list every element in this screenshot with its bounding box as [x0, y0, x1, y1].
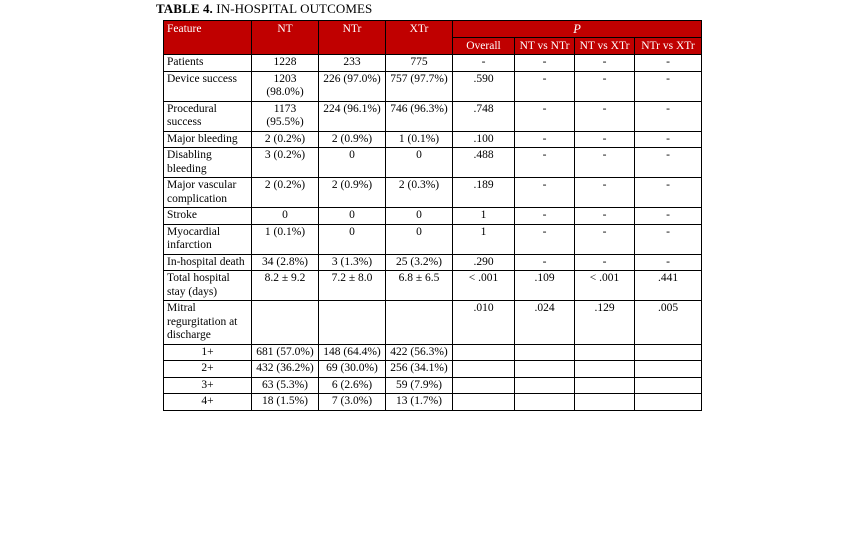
cell-nt: 2 (0.2%)	[252, 131, 319, 148]
cell-nt-vs-xtr: -	[575, 71, 635, 101]
cell-nt: 63 (5.3%)	[252, 377, 319, 394]
cell-ntr: 224 (96.1%)	[319, 101, 386, 131]
cell-overall	[453, 377, 515, 394]
cell-ntr: 0	[319, 224, 386, 254]
table-row	[164, 71, 702, 101]
cell-overall: .590	[453, 71, 515, 101]
cell-ntr: 0	[319, 208, 386, 225]
cell-ntr: 6 (2.6%)	[319, 377, 386, 394]
cell-nt-vs-xtr: -	[575, 208, 635, 225]
column-header-feature: Feature	[164, 21, 252, 55]
table-header	[164, 21, 702, 55]
cell-ntr: 226 (97.0%)	[319, 71, 386, 101]
cell-ntr-vs-xtr	[635, 377, 702, 394]
column-header-xtr: XTr	[386, 21, 453, 55]
cell-ntr-vs-xtr: -	[635, 224, 702, 254]
column-header-nt: NT	[252, 21, 319, 55]
cell-ntr: 7.2 ± 8.0	[319, 271, 386, 301]
cell-nt-vs-ntr: -	[515, 71, 575, 101]
cell-overall	[453, 361, 515, 378]
cell-nt-vs-ntr: -	[515, 208, 575, 225]
cell-nt-vs-xtr: -	[575, 224, 635, 254]
table-row	[164, 101, 702, 131]
cell-ntr-vs-xtr: -	[635, 178, 702, 208]
cell-ntr: 3 (1.3%)	[319, 254, 386, 271]
cell-nt: 1228	[252, 55, 319, 72]
cell-xtr: 0	[386, 224, 453, 254]
cell-ntr: 7 (3.0%)	[319, 394, 386, 411]
cell-xtr: 775	[386, 55, 453, 72]
cell-ntr	[319, 301, 386, 345]
cell-xtr: 757 (97.7%)	[386, 71, 453, 101]
table-row	[164, 131, 702, 148]
row-label: Major bleeding	[164, 131, 252, 148]
table-row	[164, 394, 702, 411]
cell-nt-vs-xtr: .129	[575, 301, 635, 345]
cell-ntr: 2 (0.9%)	[319, 131, 386, 148]
cell-nt: 681 (57.0%)	[252, 344, 319, 361]
cell-nt-vs-ntr: -	[515, 55, 575, 72]
cell-ntr-vs-xtr: -	[635, 131, 702, 148]
cell-nt-vs-xtr: -	[575, 55, 635, 72]
cell-xtr: 0	[386, 208, 453, 225]
cell-xtr: 2 (0.3%)	[386, 178, 453, 208]
table-row	[164, 361, 702, 378]
table-container	[163, 20, 701, 411]
cell-nt-vs-xtr	[575, 377, 635, 394]
cell-nt: 3 (0.2%)	[252, 148, 319, 178]
row-label: Disabling bleeding	[164, 148, 252, 178]
cell-xtr: 256 (34.1%)	[386, 361, 453, 378]
cell-nt-vs-ntr	[515, 394, 575, 411]
cell-overall: < .001	[453, 271, 515, 301]
row-label: Stroke	[164, 208, 252, 225]
cell-nt-vs-xtr	[575, 361, 635, 378]
cell-overall: 1	[453, 208, 515, 225]
cell-nt-vs-xtr: -	[575, 178, 635, 208]
cell-nt: 0	[252, 208, 319, 225]
cell-ntr-vs-xtr: -	[635, 55, 702, 72]
cell-ntr: 0	[319, 148, 386, 178]
cell-nt-vs-xtr: -	[575, 254, 635, 271]
row-label: Procedural success	[164, 101, 252, 131]
table-header-row-primary	[164, 21, 702, 38]
table-body	[164, 55, 702, 411]
table-row	[164, 254, 702, 271]
cell-ntr-vs-xtr	[635, 394, 702, 411]
row-label: 3+	[164, 377, 252, 394]
in-hospital-outcomes-table	[163, 20, 702, 411]
cell-xtr: 0	[386, 148, 453, 178]
cell-ntr-vs-xtr: -	[635, 208, 702, 225]
column-header-overall: Overall	[453, 38, 515, 55]
cell-nt-vs-ntr: .024	[515, 301, 575, 345]
cell-nt-vs-ntr: -	[515, 224, 575, 254]
cell-nt-vs-xtr	[575, 394, 635, 411]
cell-nt: 18 (1.5%)	[252, 394, 319, 411]
cell-nt: 34 (2.8%)	[252, 254, 319, 271]
row-label: 1+	[164, 344, 252, 361]
cell-overall: .290	[453, 254, 515, 271]
table-caption-text: IN-HOSPITAL OUTCOMES	[212, 1, 373, 16]
table-row	[164, 55, 702, 72]
cell-xtr: 746 (96.3%)	[386, 101, 453, 131]
cell-nt-vs-ntr: -	[515, 101, 575, 131]
row-label: In-hospital death	[164, 254, 252, 271]
cell-xtr: 6.8 ± 6.5	[386, 271, 453, 301]
column-header-ntr: NTr	[319, 21, 386, 55]
cell-xtr: 422 (56.3%)	[386, 344, 453, 361]
cell-ntr-vs-xtr: .005	[635, 301, 702, 345]
cell-overall: 1	[453, 224, 515, 254]
cell-nt: 432 (36.2%)	[252, 361, 319, 378]
cell-overall: -	[453, 55, 515, 72]
row-label: 4+	[164, 394, 252, 411]
table-row	[164, 148, 702, 178]
cell-nt: 1173 (95.5%)	[252, 101, 319, 131]
column-header-nt-vs-ntr: NT vs NTr	[515, 38, 575, 55]
cell-ntr-vs-xtr: -	[635, 71, 702, 101]
cell-nt-vs-xtr: -	[575, 101, 635, 131]
cell-nt-vs-ntr: -	[515, 131, 575, 148]
cell-overall	[453, 394, 515, 411]
table-row	[164, 224, 702, 254]
cell-overall: .100	[453, 131, 515, 148]
table-caption	[156, 1, 372, 17]
row-label: Device success	[164, 71, 252, 101]
table-row	[164, 178, 702, 208]
table-row	[164, 271, 702, 301]
cell-overall	[453, 344, 515, 361]
table-caption-label: TABLE 4.	[156, 1, 213, 16]
column-header-nt-vs-xtr: NT vs XTr	[575, 38, 635, 55]
cell-nt-vs-ntr: -	[515, 148, 575, 178]
cell-nt: 1 (0.1%)	[252, 224, 319, 254]
cell-nt-vs-ntr: -	[515, 178, 575, 208]
cell-xtr: 59 (7.9%)	[386, 377, 453, 394]
cell-overall: .488	[453, 148, 515, 178]
cell-nt-vs-xtr: -	[575, 131, 635, 148]
cell-nt	[252, 301, 319, 345]
cell-ntr: 2 (0.9%)	[319, 178, 386, 208]
cell-overall: .010	[453, 301, 515, 345]
row-label: Myocardial infarction	[164, 224, 252, 254]
cell-ntr-vs-xtr: -	[635, 101, 702, 131]
cell-ntr-vs-xtr	[635, 344, 702, 361]
cell-xtr: 1 (0.1%)	[386, 131, 453, 148]
cell-nt-vs-ntr: .109	[515, 271, 575, 301]
cell-ntr-vs-xtr: -	[635, 148, 702, 178]
cell-ntr: 69 (30.0%)	[319, 361, 386, 378]
cell-xtr: 13 (1.7%)	[386, 394, 453, 411]
cell-ntr: 233	[319, 55, 386, 72]
table-row	[164, 208, 702, 225]
row-label: Mitral regurgitation at discharge	[164, 301, 252, 345]
cell-nt-vs-ntr	[515, 377, 575, 394]
row-label: Major vascular complication	[164, 178, 252, 208]
table-row	[164, 344, 702, 361]
cell-nt-vs-ntr	[515, 361, 575, 378]
cell-nt-vs-ntr: -	[515, 254, 575, 271]
table-row	[164, 377, 702, 394]
cell-ntr-vs-xtr	[635, 361, 702, 378]
cell-xtr: 25 (3.2%)	[386, 254, 453, 271]
row-label: Total hospital stay (days)	[164, 271, 252, 301]
cell-nt-vs-ntr	[515, 344, 575, 361]
row-label: 2+	[164, 361, 252, 378]
cell-ntr-vs-xtr: .441	[635, 271, 702, 301]
cell-xtr	[386, 301, 453, 345]
cell-overall: .748	[453, 101, 515, 131]
cell-nt-vs-xtr: -	[575, 148, 635, 178]
cell-overall: .189	[453, 178, 515, 208]
cell-nt: 2 (0.2%)	[252, 178, 319, 208]
cell-nt-vs-xtr: < .001	[575, 271, 635, 301]
cell-ntr-vs-xtr: -	[635, 254, 702, 271]
column-header-ntr-vs-xtr: NTr vs XTr	[635, 38, 702, 55]
cell-nt: 1203 (98.0%)	[252, 71, 319, 101]
table-row	[164, 301, 702, 345]
cell-nt: 8.2 ± 9.2	[252, 271, 319, 301]
cell-nt-vs-xtr	[575, 344, 635, 361]
row-label: Patients	[164, 55, 252, 72]
column-header-p-group: P	[453, 21, 702, 38]
cell-ntr: 148 (64.4%)	[319, 344, 386, 361]
